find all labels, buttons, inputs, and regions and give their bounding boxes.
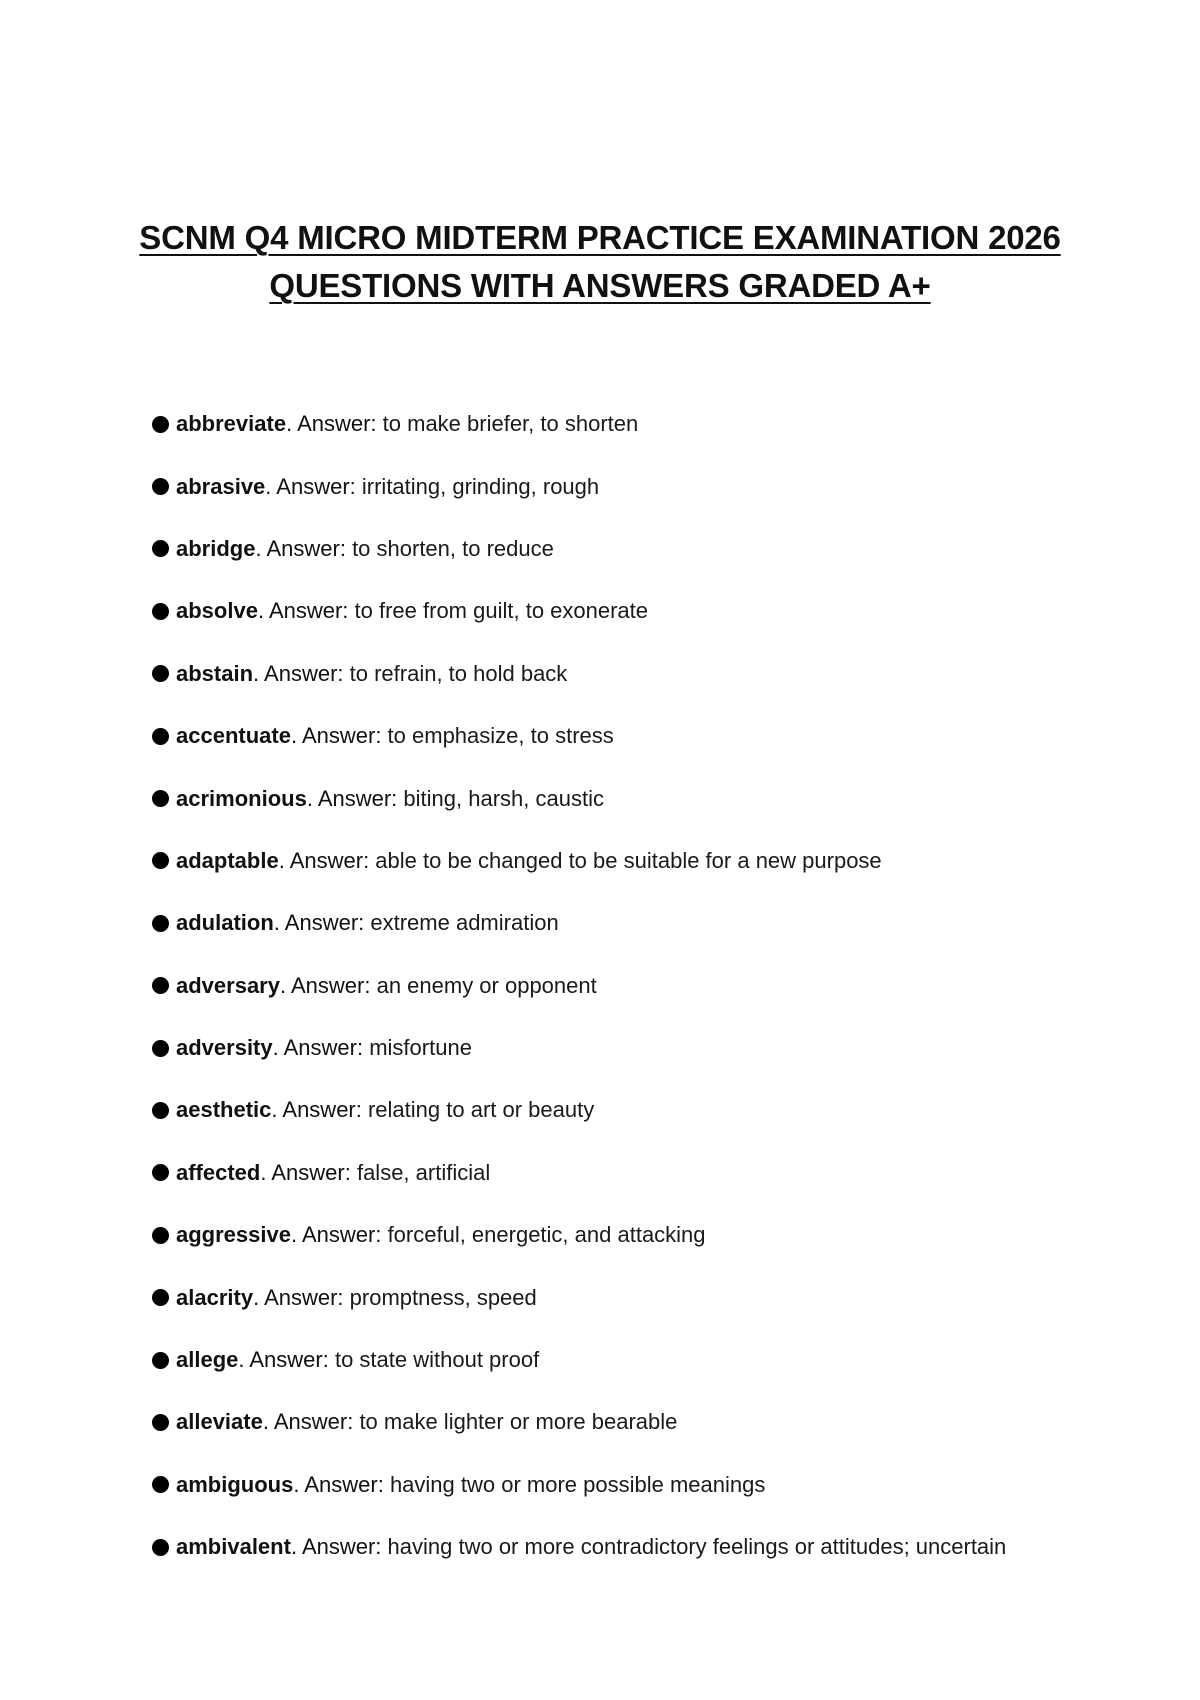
answer-prefix: . Answer: xyxy=(260,1159,357,1185)
answer-text: having two or more contradictory feelings or attitudes; uncertain xyxy=(387,1534,1007,1560)
list-item xyxy=(152,518,1152,580)
answer-prefix: . Answer: xyxy=(253,1284,350,1310)
term: ambivalent xyxy=(176,1534,291,1560)
answer-prefix: . Answer: xyxy=(253,660,350,686)
term: abstain xyxy=(176,660,254,686)
term: accentuate xyxy=(176,723,291,749)
answer-prefix: . Answer: xyxy=(290,1534,388,1560)
answer-prefix: . Answer: xyxy=(255,535,353,561)
answer-text: relating to art or beauty xyxy=(367,1097,595,1123)
bullet-icon xyxy=(152,416,169,433)
list-item xyxy=(152,580,1152,642)
vocabulary-list xyxy=(152,393,1152,1578)
term: adaptable xyxy=(176,847,279,873)
answer-text: to refrain, to hold back xyxy=(349,660,568,686)
answer-text: extreme admiration xyxy=(370,910,559,936)
bullet-icon xyxy=(152,540,169,557)
term: adversary xyxy=(176,972,280,998)
answer-text: biting, harsh, caustic xyxy=(403,785,604,811)
term: allege xyxy=(176,1347,239,1373)
list-item xyxy=(152,892,1152,954)
list-item xyxy=(152,955,1152,1017)
term: ambiguous xyxy=(176,1471,294,1497)
term: aesthetic xyxy=(176,1097,272,1123)
list-item xyxy=(152,1142,1152,1204)
answer-prefix: . Answer: xyxy=(238,1347,335,1373)
bullet-icon xyxy=(152,1040,169,1057)
answer-prefix: . Answer: xyxy=(265,473,362,499)
list-item xyxy=(152,830,1152,892)
answer-prefix: . Answer: xyxy=(293,1471,390,1497)
bullet-icon xyxy=(152,478,169,495)
answer-text: misfortune xyxy=(369,1035,472,1061)
title-line-1: SCNM Q4 MICRO MIDTERM PRACTICE EXAMINATION 2026 xyxy=(139,219,1061,256)
answer-prefix: . Answer: xyxy=(290,1222,388,1248)
answer-prefix: . Answer: xyxy=(257,598,355,624)
answer-text: irritating, grinding, rough xyxy=(361,473,600,499)
answer-text: to make lighter or more bearable xyxy=(359,1409,678,1435)
term: abbreviate xyxy=(176,411,287,437)
list-item xyxy=(152,1017,1152,1079)
answer-text: false, artificial xyxy=(356,1159,491,1185)
term: affected xyxy=(176,1159,261,1185)
answer-prefix: . Answer: xyxy=(278,847,376,873)
answer-text: to emphasize, to stress xyxy=(387,723,614,749)
answer-prefix: . Answer: xyxy=(306,785,404,811)
list-item xyxy=(152,1454,1152,1516)
bullet-icon xyxy=(152,1164,169,1181)
answer-text: to state without proof xyxy=(334,1347,540,1373)
answer-prefix: . Answer: xyxy=(272,1035,370,1061)
bullet-icon xyxy=(152,1227,169,1244)
answer-prefix: . Answer: xyxy=(271,1097,368,1123)
term: acrimonious xyxy=(176,785,307,811)
bullet-icon xyxy=(152,1414,169,1431)
answer-prefix: . Answer: xyxy=(290,723,388,749)
answer-prefix: . Answer: xyxy=(279,972,377,998)
bullet-icon xyxy=(152,1476,169,1493)
term: alacrity xyxy=(176,1284,254,1310)
answer-prefix: . Answer: xyxy=(262,1409,360,1435)
term: abridge xyxy=(176,535,256,561)
term: absolve xyxy=(176,598,258,624)
answer-text: promptness, speed xyxy=(349,1284,537,1310)
list-item xyxy=(152,1204,1152,1266)
bullet-icon xyxy=(152,1539,169,1556)
bullet-icon xyxy=(152,790,169,807)
list-item xyxy=(152,705,1152,767)
bullet-icon xyxy=(152,1289,169,1306)
answer-text: having two or more possible meanings xyxy=(389,1471,766,1497)
answer-text: to free from guilt, to exonerate xyxy=(354,598,649,624)
list-item xyxy=(152,393,1152,455)
term: adversity xyxy=(176,1035,273,1061)
bullet-icon xyxy=(152,603,169,620)
bullet-icon xyxy=(152,915,169,932)
answer-text: forceful, energetic, and attacking xyxy=(387,1222,706,1248)
answer-text: to make briefer, to shorten xyxy=(382,411,639,437)
list-item xyxy=(152,1329,1152,1391)
bullet-icon xyxy=(152,1352,169,1369)
list-item xyxy=(152,1079,1152,1141)
answer-text: an enemy or opponent xyxy=(376,972,597,998)
answer-text: to shorten, to reduce xyxy=(352,535,554,561)
list-item xyxy=(152,1266,1152,1328)
list-item xyxy=(152,1391,1152,1453)
answer-prefix: . Answer: xyxy=(286,411,383,437)
term: adulation xyxy=(176,910,274,936)
answer-text: able to be changed to be suitable for a new purpose xyxy=(375,847,882,873)
term: abrasive xyxy=(176,473,266,499)
term: aggressive xyxy=(176,1222,291,1248)
list-item xyxy=(152,1516,1152,1578)
term: alleviate xyxy=(176,1409,263,1435)
title-line-2: QUESTIONS WITH ANSWERS GRADED A+ xyxy=(269,267,931,304)
answer-prefix: . Answer: xyxy=(273,910,371,936)
bullet-icon xyxy=(152,728,169,745)
bullet-icon xyxy=(152,977,169,994)
document-title xyxy=(100,214,1100,310)
bullet-icon xyxy=(152,852,169,869)
bullet-icon xyxy=(152,1102,169,1119)
list-item xyxy=(152,455,1152,517)
list-item xyxy=(152,767,1152,829)
list-item xyxy=(152,643,1152,705)
bullet-icon xyxy=(152,665,169,682)
